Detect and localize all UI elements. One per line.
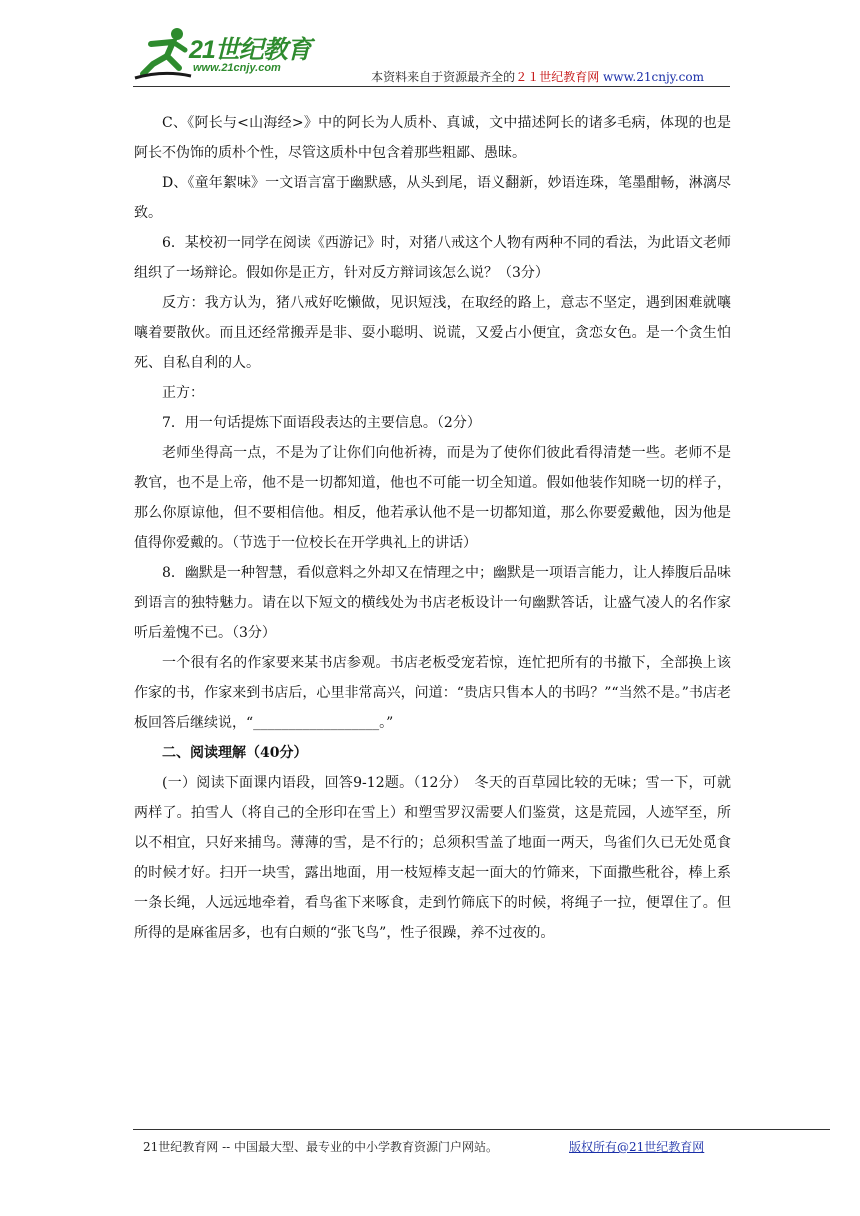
option-c: C、《阿长与<山海经>》中的阿长为人质朴、真诚，文中描述阿长的诸多毛病，体现的也是阿长不伪饰的质朴个性，尽管这质朴中包含着那些粗鄙、愚昧。 [134,115,731,161]
option-d: D、《童年絮味》一文语言富于幽默感，从头到尾，语义翻新，妙语连珠，笔墨酣畅，淋漓尽致。 [134,175,731,221]
question-6-answer-label: 正方： [162,385,204,401]
question-6: 6．某校初一同学在阅读《西游记》时，对猪八戒这个人物有两种不同的看法，为此语文老师组织了一场辩论。假如你是正方，针对反方辩词该怎么说？（3分） [134,235,731,281]
header-note-prefix: 本资料来自于资源最齐全的 [371,70,516,84]
question-8: 8．幽默是一种智慧，看似意料之外却又在情理之中；幽默是一项语言能力，让人捧腹后品味到语言的独特魅力。请在以下短文的横线处为书店老板设计一句幽默答话，让盛气凌人的名作家听后羞愧不已。（3分） [134,565,731,641]
question-7-passage: 老师坐得高一点，不是为了让你们向他祈祷，而是为了使你们彼此看得清楚一些。老师不是教官，也不是上帝，他不是一切都知道，他也不可能一切全知道。假如他装作知晓一切的样子，那么你原谅他，但不要相信他。相反，他若承认他不是一切都知道，那么你要爱戴他，因为他是值得你爱戴的。（节选于一位校长在开学典礼上的讲话） [134,445,731,551]
document-body [134,108,731,948]
header-site-link[interactable]: ２１世纪教育网 [515,70,600,84]
header-note [371,68,704,85]
header-url-link[interactable]: www.21cnjy.com [603,70,704,84]
question-8-passage: 一个很有名的作家要来某书店参观。书店老板受宠若惊，连忙把所有的书撤下，全部换上该作家的书，作家来到书店后，心里非常高兴，问道：“贵店只售本人的书吗？”“当然不是。”书店老板回答后继续说，“__________________。” [134,655,731,731]
page-header [133,24,730,87]
logo-url: www.21cnjy.com [193,62,281,74]
question-6-opponent: 反方：我方认为，猪八戒好吃懒做，见识短浅，在取经的路上，意志不坚定，遇到困难就嚷嚷着要散伙。而且还经常搬弄是非、耍小聪明、说谎，又爱占小便宜，贪恋女色。是一个贪生怕死、自私自利的人。 [134,295,731,371]
question-7: 7．用一句话提炼下面语段表达的主要信息。（2分） [162,415,481,431]
section-heading: 二、阅读理解（40分） [162,745,308,761]
page-footer [133,1129,830,1154]
logo-text: 21世纪教育 [189,36,311,64]
footer-copyright-link[interactable]: 版权所有@21世纪教育网 [569,1140,705,1154]
footer-text: 21世纪教育网 -- 中国最大型、最专业的中小学教育资源门户网站。 [143,1140,499,1154]
runner-logo-icon [133,24,193,82]
site-logo [133,24,338,82]
reading-passage: (一）阅读下面课内语段，回答9-12题。（12分） 冬天的百草园比较的无味；雪一下，可就两样了。拍雪人（将自己的全形印在雪上）和塑雪罗汉需要人们鉴赏，这是荒园，人迹罕至，所以不相宜，只好来捕鸟。薄薄的雪，是不行的；总须积雪盖了地面一两天，鸟雀们久已无处觅食的时候才好。扫开一块雪，露出地面，用一枝短棒支起一面大的竹筛来，下面撒些秕谷，棒上系一条长绳，人远远地牵着，看鸟雀下来啄食，走到竹筛底下的时候，将绳子一拉，便罩住了。但所得的是麻雀居多，也有白颊的“张飞鸟”，性子很躁，养不过夜的。 [134,775,731,941]
